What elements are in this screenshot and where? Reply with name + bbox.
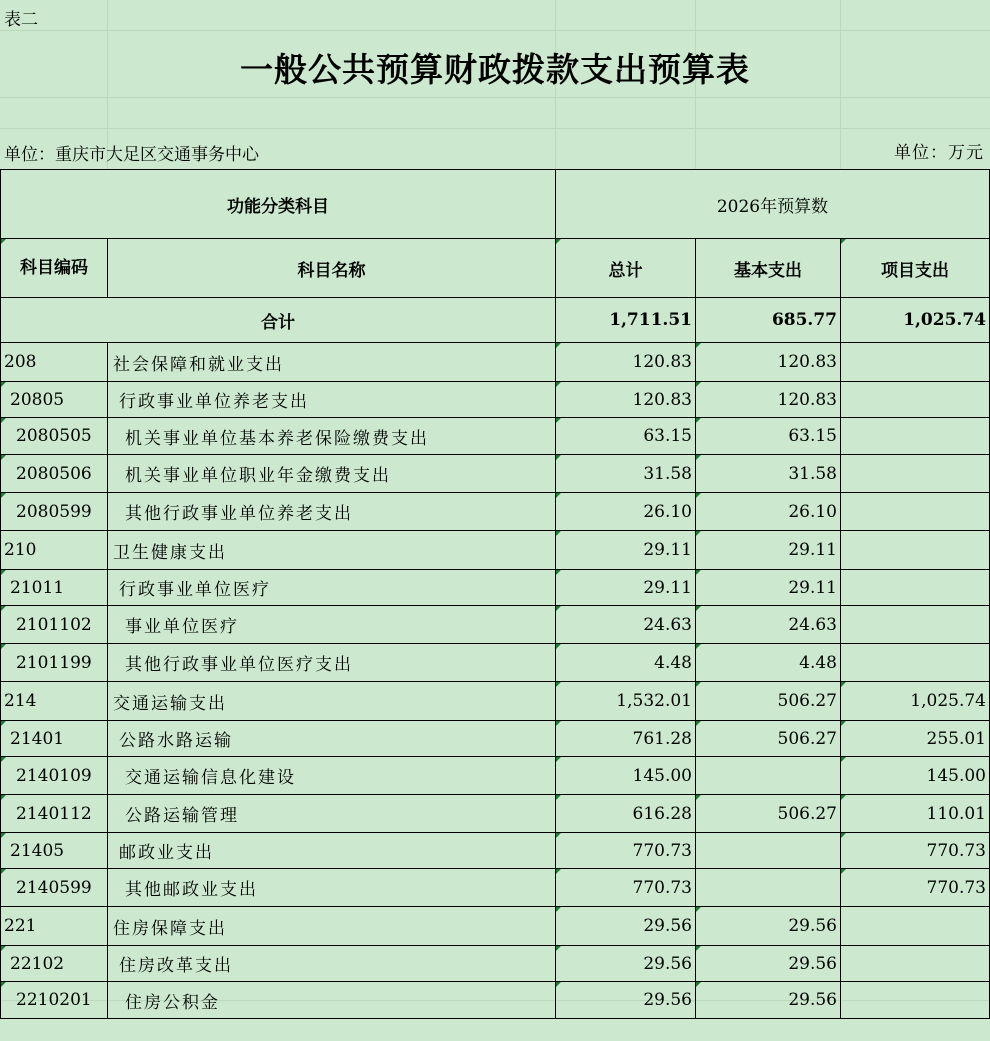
header-row-2 [1,239,990,298]
header-name: 科目名称 [108,239,556,298]
header-project: 项目支出 [841,239,990,298]
total-label: 合计 [1,298,556,343]
row-name: 交通运输信息化建设 [108,757,556,795]
header-row-1 [1,170,990,239]
row-total: 26.10 [556,493,696,531]
row-project [841,531,990,570]
row-total: 31.58 [556,455,696,493]
row-name: 其他行政事业单位养老支出 [108,493,556,531]
total-row [1,298,990,343]
row-project [841,606,990,644]
page-title: 一般公共预算财政拨款支出预算表 [240,50,750,89]
row-basic: 29.11 [696,570,841,606]
row-total: 120.83 [556,343,696,382]
row-code: 2080599 [1,493,108,531]
row-total: 29.56 [556,946,696,982]
row-total: 29.56 [556,982,696,1019]
row-basic: 24.63 [696,606,841,644]
row-code: 208 [1,343,108,382]
header-basic: 基本支出 [696,239,841,298]
row-code: 2080505 [1,418,108,455]
unit-currency: 单位：万元 [894,143,984,163]
row-name: 社会保障和就业支出 [108,343,556,382]
row-basic: 31.58 [696,455,841,493]
total-project: 1,025.74 [841,298,990,343]
row-code: 20805 [1,382,108,418]
row-project [841,418,990,455]
row-total: 63.15 [556,418,696,455]
row-code: 2140599 [1,869,108,907]
row-name: 事业单位医疗 [108,606,556,644]
row-project: 770.73 [841,869,990,907]
row-name: 住房改革支出 [108,946,556,982]
row-project [841,644,990,682]
row-basic: 26.10 [696,493,841,531]
table-row [1,570,990,606]
row-code: 21405 [1,833,108,869]
table-row [1,343,990,382]
row-project: 1,025.74 [841,682,990,721]
table-row [1,418,990,455]
table-row [1,833,990,869]
row-project: 255.01 [841,721,990,757]
row-code: 2101199 [1,644,108,682]
table-row [1,721,990,757]
row-basic: 506.27 [696,721,841,757]
total-basic: 685.77 [696,298,841,343]
row-project: 770.73 [841,833,990,869]
row-name: 公路运输管理 [108,795,556,833]
row-total: 1,532.01 [556,682,696,721]
table-row [1,606,990,644]
row-code: 2080506 [1,455,108,493]
row-name: 公路水路运输 [108,721,556,757]
row-total: 770.73 [556,833,696,869]
row-code: 2101102 [1,606,108,644]
row-name: 其他行政事业单位医疗支出 [108,644,556,682]
table-row [1,682,990,721]
row-basic: 4.48 [696,644,841,682]
row-basic: 63.15 [696,418,841,455]
row-project [841,493,990,531]
table-row [1,757,990,795]
row-basic: 120.83 [696,382,841,418]
row-basic: 29.56 [696,946,841,982]
row-total: 29.56 [556,907,696,946]
row-total: 4.48 [556,644,696,682]
row-name: 卫生健康支出 [108,531,556,570]
row-total: 761.28 [556,721,696,757]
header-code: 科目编码 [1,239,108,298]
header-func-class: 功能分类科目 [1,170,556,239]
row-total: 145.00 [556,757,696,795]
row-code: 2140112 [1,795,108,833]
table-row [1,493,990,531]
row-code: 2210201 [1,982,108,1019]
row-project [841,455,990,493]
row-name: 行政事业单位医疗 [108,570,556,606]
row-code: 22102 [1,946,108,982]
row-basic: 29.56 [696,907,841,946]
row-total: 616.28 [556,795,696,833]
table-row [1,455,990,493]
row-project: 145.00 [841,757,990,795]
row-total: 29.11 [556,570,696,606]
row-project: 110.01 [841,795,990,833]
row-code: 2140109 [1,757,108,795]
row-project [841,382,990,418]
row-total: 29.11 [556,531,696,570]
row-name: 住房公积金 [108,982,556,1019]
row-basic: 29.56 [696,982,841,1019]
row-name: 其他邮政业支出 [108,869,556,907]
table-row [1,531,990,570]
row-name: 机关事业单位基本养老保险缴费支出 [108,418,556,455]
header-budget-year: 2026年预算数 [556,170,990,239]
row-name: 行政事业单位养老支出 [108,382,556,418]
table-row [1,869,990,907]
row-code: 214 [1,682,108,721]
row-basic: 120.83 [696,343,841,382]
row-basic [696,869,841,907]
row-code: 21011 [1,570,108,606]
row-name: 机关事业单位职业年金缴费支出 [108,455,556,493]
row-basic [696,833,841,869]
row-name: 邮政业支出 [108,833,556,869]
row-basic: 29.11 [696,531,841,570]
row-total: 24.63 [556,606,696,644]
table-row [1,907,990,946]
header-total: 总计 [556,239,696,298]
row-code: 21401 [1,721,108,757]
row-code: 210 [1,531,108,570]
total-sum: 1,711.51 [556,298,696,343]
table-row [1,795,990,833]
unit-organization: 单位：重庆市大足区交通事务中心 [4,145,259,165]
row-name: 住房保障支出 [108,907,556,946]
row-project [841,946,990,982]
table-row [1,644,990,682]
row-basic: 506.27 [696,795,841,833]
row-project [841,570,990,606]
table-tag: 表二 [4,10,38,30]
row-name: 交通运输支出 [108,682,556,721]
row-basic: 506.27 [696,682,841,721]
row-project [841,982,990,1019]
row-project [841,907,990,946]
budget-table [0,169,990,1019]
row-total: 770.73 [556,869,696,907]
row-code: 221 [1,907,108,946]
table-row [1,946,990,982]
row-total: 120.83 [556,382,696,418]
row-project [841,343,990,382]
row-basic [696,757,841,795]
table-row [1,382,990,418]
table-row [1,982,990,1019]
